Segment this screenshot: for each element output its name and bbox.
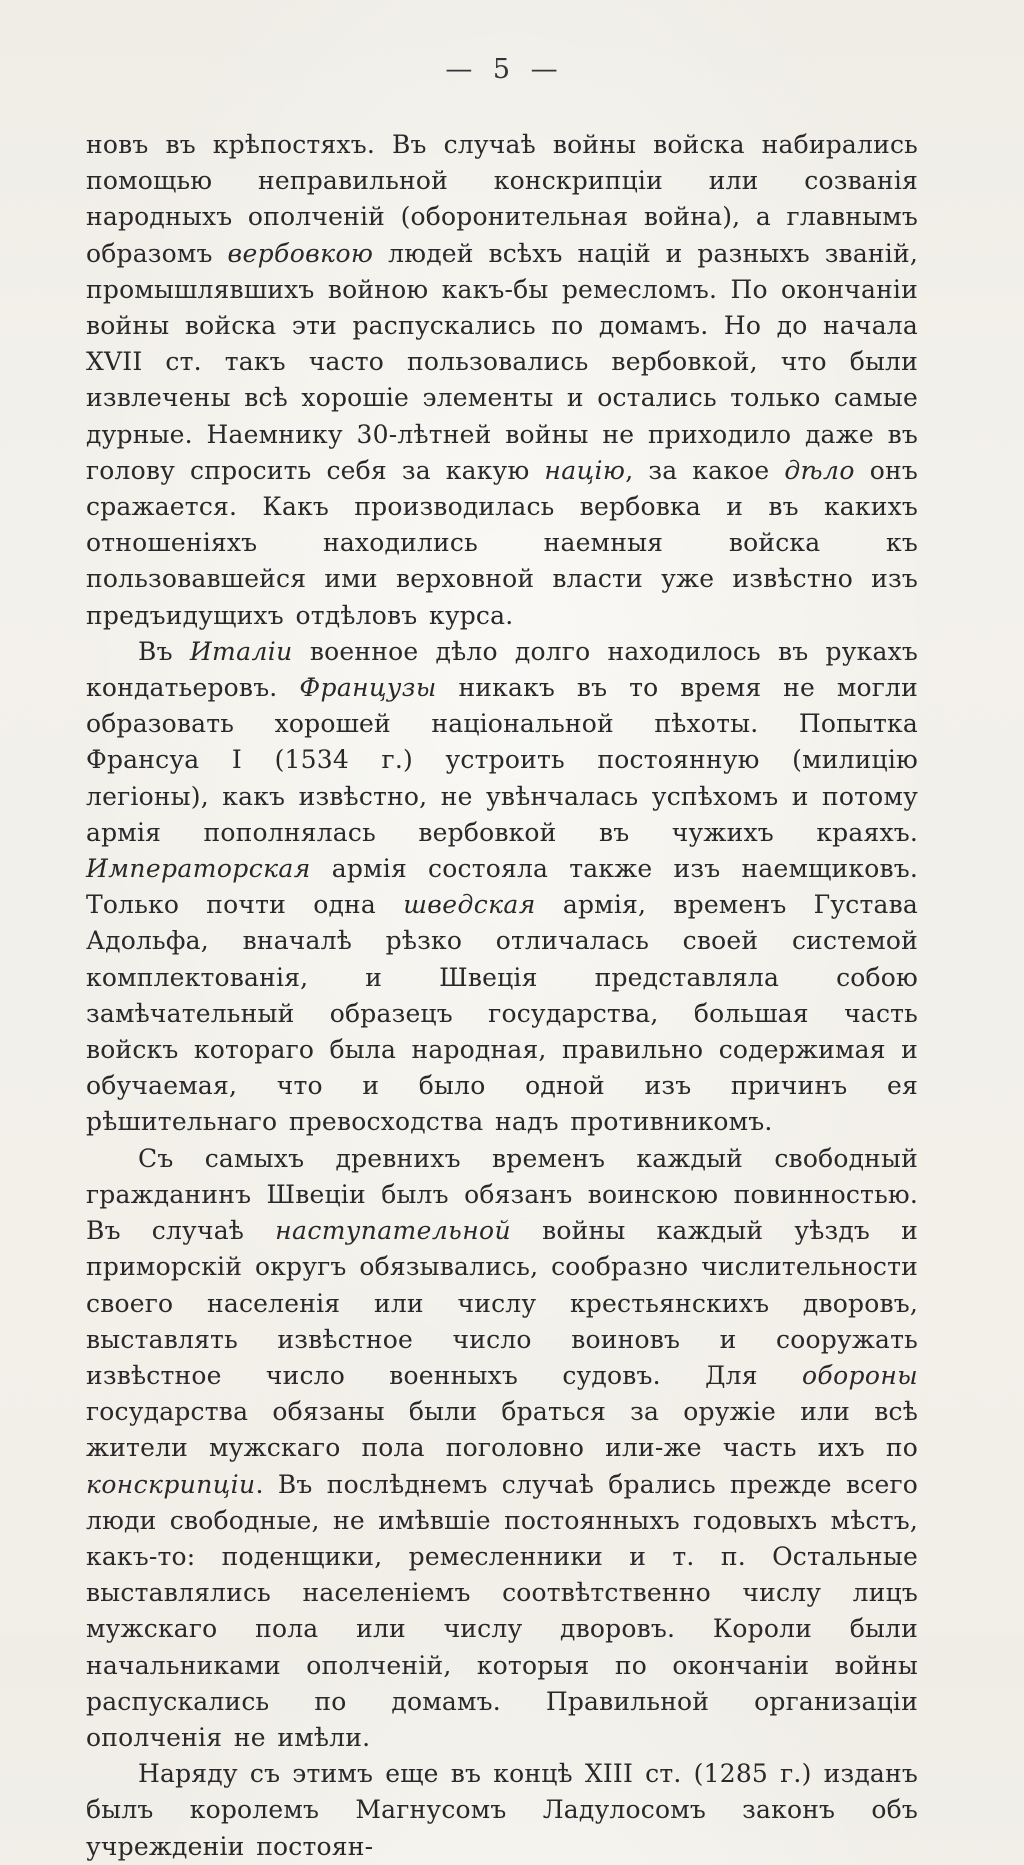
text-segment: военное дѣло долго находилось въ рукахъ кондатьеровъ. bbox=[86, 636, 919, 703]
text-segment: войны каждый уѣздъ и приморскій округъ обязывались, сообразно числительности своего населенія или числу крестьянскихъ дворовъ, выставлять извѣстное число воиновъ и сооружать извѣстное число военныхъ судовъ. Для bbox=[86, 1216, 918, 1390]
paragraph bbox=[86, 634, 918, 1141]
page-number: — 5 — bbox=[445, 54, 559, 85]
text-segment: армія, временъ Густава Адольфа, вначалѣ рѣзко отличалась своей системой комплектованія, и Швеція представляла собою замѣчательный образецъ государства, большая часть войскъ котораго была народная, правильно содержимая и обучаемая, что и было одной изъ причинъ ея рѣшительнаго превосходства надъ противникомъ. bbox=[86, 890, 918, 1137]
italic-text-segment: Французы bbox=[299, 673, 437, 703]
italic-text-segment: наступательной bbox=[275, 1216, 512, 1246]
page-text bbox=[86, 127, 918, 1865]
text-segment: . Въ послѣднемъ случаѣ брались прежде всего люди свободные, не имѣвшіе постоянныхъ годовыхъ мѣстъ, какъ-то: поденщики, ремесленники и т. п. Остальные выставлялись населеніемъ соотвѣтственно числу лицъ мужскаго пола или числу дворовъ. Короли были начальниками ополченій, которыя по окончаніи войны распускались по домамъ. Правильной организаціи ополченія не имѣли. bbox=[86, 1469, 918, 1752]
text-segment: новъ въ крѣпостяхъ. Въ случаѣ войны войска набирались помощью неправильной конскрипціи или созванія народныхъ ополченій (оборонительная война), а главнымъ образомъ bbox=[86, 130, 918, 268]
text-segment: государства обязаны были браться за оружіе или всѣ жители мужскаго пола поголовно или-же часть ихъ по bbox=[86, 1397, 918, 1463]
italic-text-segment: Италіи bbox=[189, 636, 293, 666]
italic-text-segment: обороны bbox=[801, 1360, 918, 1390]
italic-text-segment: націю bbox=[544, 455, 626, 485]
paragraph bbox=[86, 1141, 918, 1756]
paragraph bbox=[86, 127, 918, 634]
text-segment: Въ bbox=[138, 636, 190, 666]
text-segment: людей всѣхъ націй и разныхъ званій, промышлявшихъ войною какъ-бы ремесломъ. По окончаніи войны войска эти распускались по домамъ. Но до начала XVII ст. такъ часто пользовались вербовкой, что были извлечены всѣ хорошіе элементы и остались только самые дурные. Наемнику 30-лѣтней войны не приходило даже въ голову спросить себя за какую bbox=[86, 238, 918, 485]
paragraph bbox=[86, 1756, 918, 1865]
text-segment: , за какое bbox=[625, 455, 785, 485]
italic-text-segment: Императорская bbox=[86, 854, 311, 884]
italic-text-segment: дѣло bbox=[784, 455, 855, 485]
text-segment: онъ сражается. Какъ производилась вербовка и въ какихъ отношеніяхъ находились наемныя войска къ пользовавшейся ими верховной власти уже извѣстно изъ предъидущихъ отдѣловъ курса. bbox=[86, 455, 919, 630]
text-segment: армія состояла также изъ наемщиковъ. Только почти одна bbox=[86, 854, 918, 920]
text-segment: никакъ въ то время не могли образовать хорошей національной пѣхоты. Попытка Франсуа I (1534 г.) устроить постоянную (милицію легіоны), какъ извѣстно, не увѣнчалась успѣхомъ и потому армія пополнялась вербовкой въ чужихъ краяхъ. bbox=[86, 673, 919, 847]
italic-text-segment: шведская bbox=[403, 890, 536, 920]
italic-text-segment: вербовкою bbox=[227, 238, 374, 268]
text-segment: Съ самыхъ древнихъ временъ каждый свободный гражданинъ Швеціи былъ обязанъ воинскою повинностью. Въ случаѣ bbox=[86, 1143, 918, 1246]
italic-text-segment: конскрипціи bbox=[86, 1469, 256, 1499]
text-segment: Наряду съ этимъ еще въ концѣ XIII ст. (1285 г.) изданъ былъ королемъ Магнусомъ Ладулосомъ законъ объ учрежденіи постоян- bbox=[86, 1759, 918, 1861]
